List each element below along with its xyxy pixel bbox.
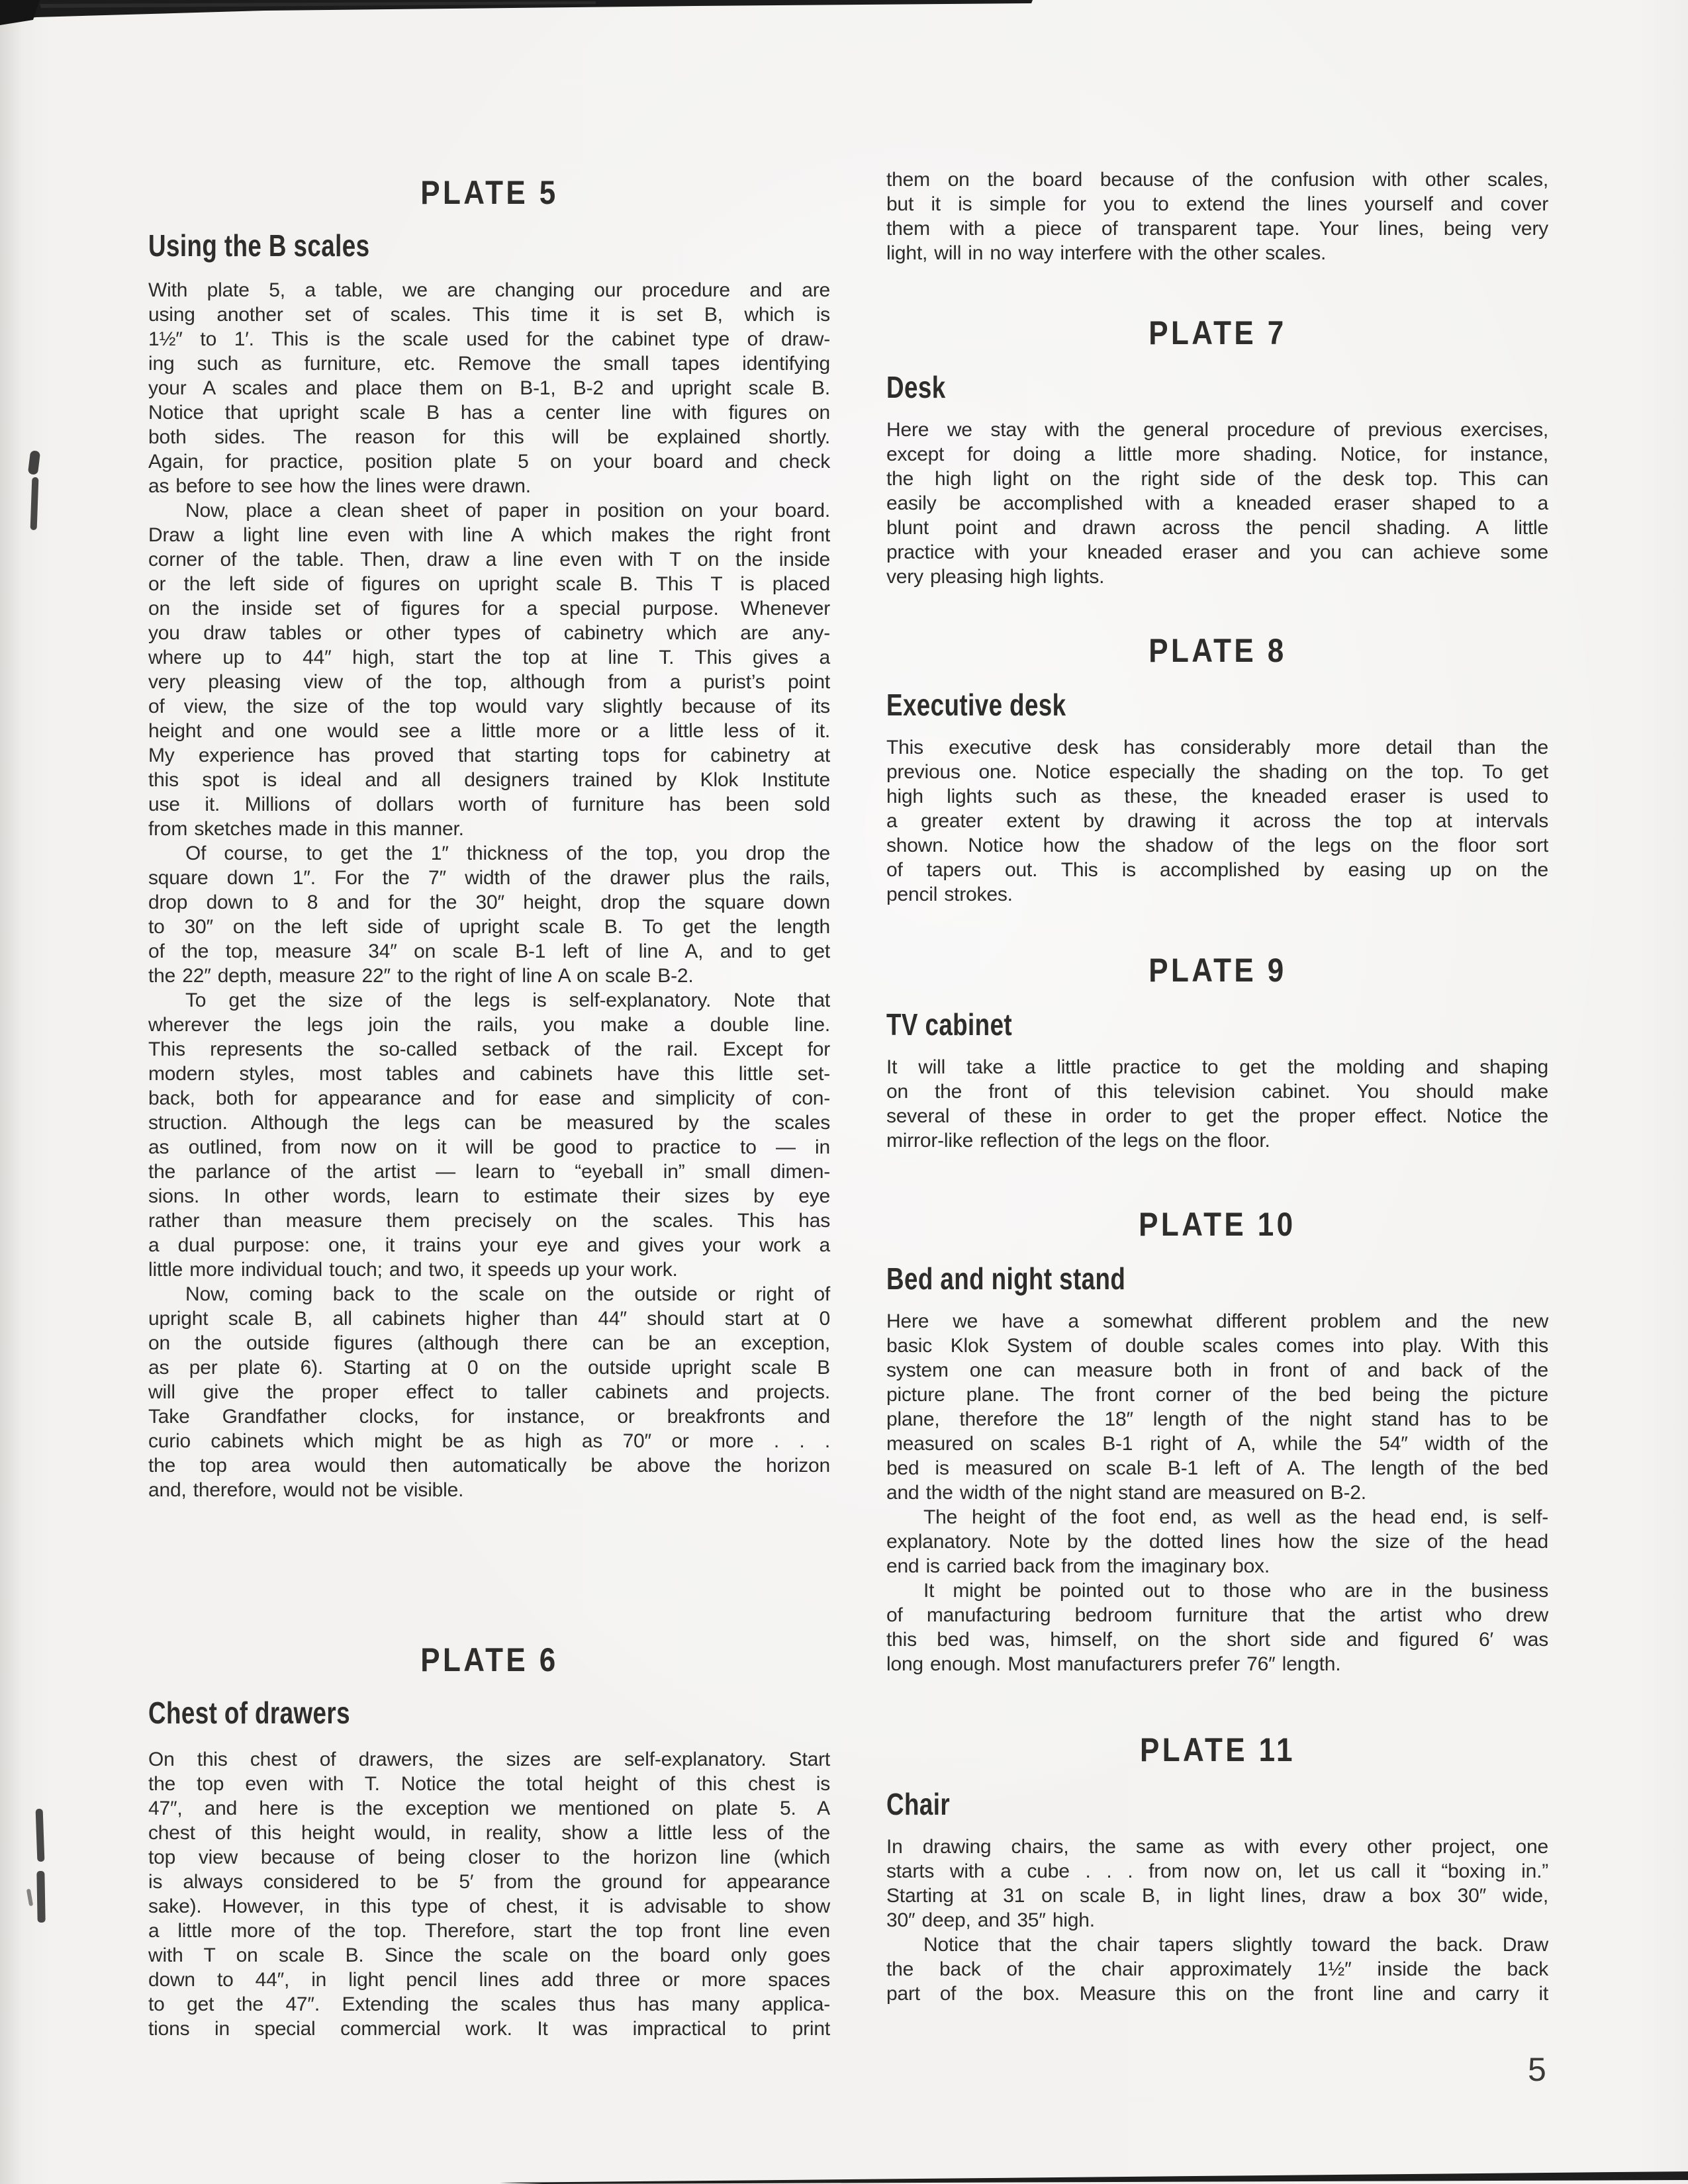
text-line: tions in special commercial work. It was impractical to print [148,2018,830,2040]
text-line: It will take a little practice to get the molding and shaping [886,1056,1548,1078]
text-line: plane, therefore the 18″ length of the night stand has to be [886,1408,1548,1430]
text-line: using another set of scales. This time it is set B, which is [148,304,830,326]
text-line: a little more of the top. Therefore, start the top front line even [148,1920,830,1942]
text-line: modern styles, most tables and cabinets have this little set- [148,1063,830,1085]
text-line: With plate 5, a table, we are changing our procedure and are [148,279,830,301]
heading-text: Executive desk [886,688,1066,722]
page-number: 5 [1528,2051,1546,2088]
text-line: Now, coming back to the scale on the outside or right of [185,1283,830,1305]
plate-heading [886,633,1548,668]
paragraph [886,167,1548,265]
left-column [148,165,830,2041]
text-line: 47″, and here is the exception we mentioned on plate 5. A [148,1797,830,1819]
text-line: To get the size of the legs is self-explanatory. Note that [185,989,830,1011]
text-line: end is carried back from the imaginary box. [886,1555,1270,1577]
text-line: a greater extent by drawing it across the top at intervals [886,810,1548,832]
text-line: top view because of being closer to the horizon line (which [148,1846,830,1868]
ink-mark [28,450,40,475]
text-line: Notice that the chair tapers slightly toward the back. Draw [923,1934,1548,1956]
text-line: measured on scales B-1 right of A, while the 54″ width of the [886,1433,1548,1455]
text-line: This represents the so-called setback of the rail. Except for [148,1038,830,1060]
binding-shadow [0,0,23,2184]
text-line: Here we have a somewhat different problem and the new [886,1310,1548,1332]
section-heading [886,1263,1548,1295]
heading-text: PLATE 10 [1139,1206,1296,1243]
text-line: the high light on the right side of the desk top. This can [886,468,1548,490]
text-line: very pleasing view of the top, although from a purist’s point [148,671,830,693]
paragraph [886,1578,1548,1676]
text-line: rather than measure them precisely on the scales. This has [148,1210,830,1232]
text-line: mirror-like reflection of the legs on the floor. [886,1130,1270,1152]
text-line: them on the board because of the confusion with other scales, [886,169,1548,191]
text-line: or the left side of figures on upright scale B. This T is placed [148,573,830,595]
text-line: struction. Although the legs can be measured by the scales [148,1112,830,1134]
text-line: the 22″ depth, measure 22″ to the right of line A on scale B-2. [148,965,694,987]
text-line: This executive desk has considerably more detail than the [886,737,1548,758]
text-line: starts with a cube . . . from now on, let us call it “boxing in.” [886,1860,1548,1882]
text-line: several of these in order to get the proper effect. Notice the [886,1105,1548,1127]
heading-text: PLATE 8 [1148,632,1287,669]
text-line: On this chest of drawers, the sizes are self-explanatory. Start [148,1749,830,1770]
ink-mark [30,477,39,530]
text-line: explanatory. Note by the dotted lines how the size of the head [886,1531,1548,1553]
text-line: on the inside set of figures for a special purpose. Whenever [148,598,830,619]
heading-text: Chest of drawers [148,1696,350,1730]
text-line: Now, place a clean sheet of paper in position on your board. [185,500,830,522]
heading-text: Desk [886,370,946,404]
text-line: bed is measured on scale B-1 left of A. The length of the bed [886,1457,1548,1479]
text-line: them with a piece of transparent tape. Your lines, being very [886,218,1548,240]
scan-edge-bottom [0,2165,1688,2184]
section-heading [148,230,830,261]
text-line: you draw tables or other types of cabinetry which are any- [148,622,830,644]
text-line: and the width of the night stand are measured on B-2. [886,1482,1366,1504]
plate-heading [886,953,1548,987]
text-line: down to 44″, in light pencil lines add three or more spaces [148,1969,830,1991]
text-line: high lights such as these, the kneaded eraser is used to [886,786,1548,807]
text-line: sake). However, in this type of chest, it is advisable to show [148,1895,830,1917]
section-heading [148,1697,830,1729]
text-line: of manufacturing bedroom furniture that the artist who drew [886,1604,1548,1626]
text-line: the top even with T. Notice the total height of this chest is [148,1773,830,1795]
text-line: of view, the size of the top would vary slightly because of its [148,696,830,717]
text-line: pencil strokes. [886,884,1013,905]
text-line: your A scales and place them on B-1, B-2 and upright scale B. [148,377,830,399]
ink-mark [26,1889,33,1907]
ink-mark [36,1809,45,1862]
text-line: to get the 47″. Extending the scales thus has many applica- [148,1993,830,2015]
paragraph [886,1505,1548,1578]
paragraph [886,1055,1548,1153]
text-line: height and one would see a little more or a little less of it. [148,720,830,742]
text-line: long enough. Most manufacturers prefer 76″ length. [886,1653,1341,1675]
text-line: Of course, to get the 1″ thickness of the top, you drop the [185,842,830,864]
paragraph [148,1282,830,1502]
section-heading [886,1788,1548,1820]
text-line: is always considered to be 5′ from the ground for appearance [148,1871,830,1893]
heading-text: PLATE 5 [420,174,559,211]
text-line: square down 1″. For the 7″ width of the drawer plus the rails, [148,867,830,889]
ink-mark [36,1871,45,1923]
text-line: from sketches made in this manner. [148,818,464,840]
right-column [886,165,1548,2006]
paragraph [886,1835,1548,1933]
plate-heading [886,316,1548,350]
section-heading [886,371,1548,403]
text-line: wherever the legs join the rails, you make a double line. [148,1014,830,1036]
text-line: chest of this height would, in reality, show a little less of the [148,1822,830,1844]
text-line: the top area would then automatically be above the horizon [148,1455,830,1477]
text-line: this bed was, himself, on the short side and figured 6′ was [886,1629,1548,1651]
section-heading [886,1009,1548,1040]
paragraph [148,841,830,988]
text-line: drop down to 8 and for the 30″ height, drop the square down [148,891,830,913]
paragraph [148,988,830,1282]
plate-heading [148,175,830,210]
text-line: little more individual touch; and two, it speeds up your work. [148,1259,678,1281]
paragraph [148,1747,830,2041]
text-line: but it is simple for you to extend the lines yourself and cover [886,193,1548,215]
text-line: system one can measure both in front of and back of the [886,1359,1548,1381]
text-line: upright scale B, all cabinets higher than 44″ should start at 0 [148,1308,830,1330]
text-line: corner of the table. Then, draw a line even with T on the inside [148,549,830,570]
heading-text: Chair [886,1787,951,1821]
text-line: very pleasing high lights. [886,566,1105,588]
text-line: Starting at 31 on scale B, in light lines, draw a box 30″ wide, [886,1885,1548,1907]
text-line: on the outside figures (although there can be an exception, [148,1332,830,1354]
text-line: of tapers out. This is accomplished by easing up on the [886,859,1548,881]
paragraph [886,735,1548,907]
text-line: except for doing a little more shading. Notice, for instance, [886,443,1548,465]
plate-heading [886,1733,1548,1767]
heading-text: PLATE 9 [1148,952,1287,989]
text-line: My experience has proved that starting tops for cabinetry at [148,745,830,766]
text-line: and, therefore, would not be visible. [148,1479,464,1501]
text-line: as before to see how the lines were drawn. [148,475,531,497]
heading-text: PLATE 7 [1148,314,1287,351]
text-line: where up to 44″ high, start the top at line T. This gives a [148,647,830,668]
paragraph [886,1309,1548,1505]
paragraph [886,418,1548,589]
text-line: blunt point and drawn across the pencil shading. A little [886,517,1548,539]
text-line: Notice that upright scale B has a center line with figures on [148,402,830,424]
text-line: The height of the foot end, as well as the head end, is self- [923,1506,1548,1528]
text-line: easily be accomplished with a kneaded eraser shaped to a [886,492,1548,514]
text-line: back, both for appearance and for ease and simplicity of con- [148,1087,830,1109]
text-line: to 30″ on the left side of upright scale B. To get the length [148,916,830,938]
text-line: as outlined, from now on it will be good to practice to — in [148,1136,830,1158]
text-line: Draw a light line even with line A which makes the right front [148,524,830,546]
text-line: basic Klok System of double scales comes into play. With this [886,1335,1548,1357]
text-line: It might be pointed out to those who are in the business [923,1580,1548,1602]
plate-heading [148,1643,830,1677]
text-line: a dual purpose: one, it trains your eye and gives your work a [148,1234,830,1256]
text-line: 1½″ to 1′. This is the scale used for the cabinet type of draw- [148,328,830,350]
text-line: this spot is ideal and all designers trained by Klok Institute [148,769,830,791]
scan-edge-top [0,0,1688,29]
text-line: Again, for practice, position plate 5 on your board and check [148,451,830,473]
text-line: will give the proper effect to taller cabinets and projects. [148,1381,830,1403]
text-line: use it. Millions of dollars worth of furniture has been sold [148,794,830,815]
text-line: light, will in no way interfere with the other scales. [886,242,1327,264]
section-heading [886,689,1548,721]
text-line: both sides. The reason for this will be explained shortly. [148,426,830,448]
text-line: Here we stay with the general procedure of previous exercises, [886,419,1548,441]
text-line: In drawing chairs, the same as with every other project, one [886,1836,1548,1858]
heading-text: PLATE 11 [1139,1731,1295,1768]
text-line: part of the box. Measure this on the front line and carry it [886,1983,1548,2005]
text-line: of the top, measure 34″ on scale B-1 left of line A, and to get [148,940,830,962]
text-line: practice with your kneaded eraser and you can achieve some [886,541,1548,563]
text-line: on the front of this television cabinet. You should make [886,1081,1548,1103]
heading-text: TV cabinet [886,1007,1013,1042]
text-line: sions. In other words, learn to estimate their sizes by eye [148,1185,830,1207]
paragraph [148,278,830,498]
text-line: as per plate 6). Starting at 0 on the outside upright scale B [148,1357,830,1379]
text-line: picture plane. The front corner of the bed being the picture [886,1384,1548,1406]
text-line: with T on scale B. Since the scale on the board only goes [148,1944,830,1966]
text-line: the parlance of the artist — learn to “eyeball in” small dimen- [148,1161,830,1183]
text-line: shown. Notice how the shadow of the legs on the floor sort [886,835,1548,856]
text-line: ing such as furniture, etc. Remove the small tapes identifying [148,353,830,375]
plate-heading [886,1207,1548,1242]
heading-text: PLATE 6 [420,1641,559,1678]
paragraph [886,1933,1548,2006]
heading-text: Bed and night stand [886,1261,1126,1296]
text-line: 30″ deep, and 35″ high. [886,1909,1095,1931]
text-line: previous one. Notice especially the shading on the top. To get [886,761,1548,783]
paragraph [148,498,830,841]
text-line: curio cabinets which might be as high as 70″ or more . . . [148,1430,830,1452]
text-line: the back of the chair approximately 1½″ inside the back [886,1958,1548,1980]
heading-text: Using the B scales [148,228,370,263]
text-line: Take Grandfather clocks, for instance, or breakfronts and [148,1406,830,1428]
